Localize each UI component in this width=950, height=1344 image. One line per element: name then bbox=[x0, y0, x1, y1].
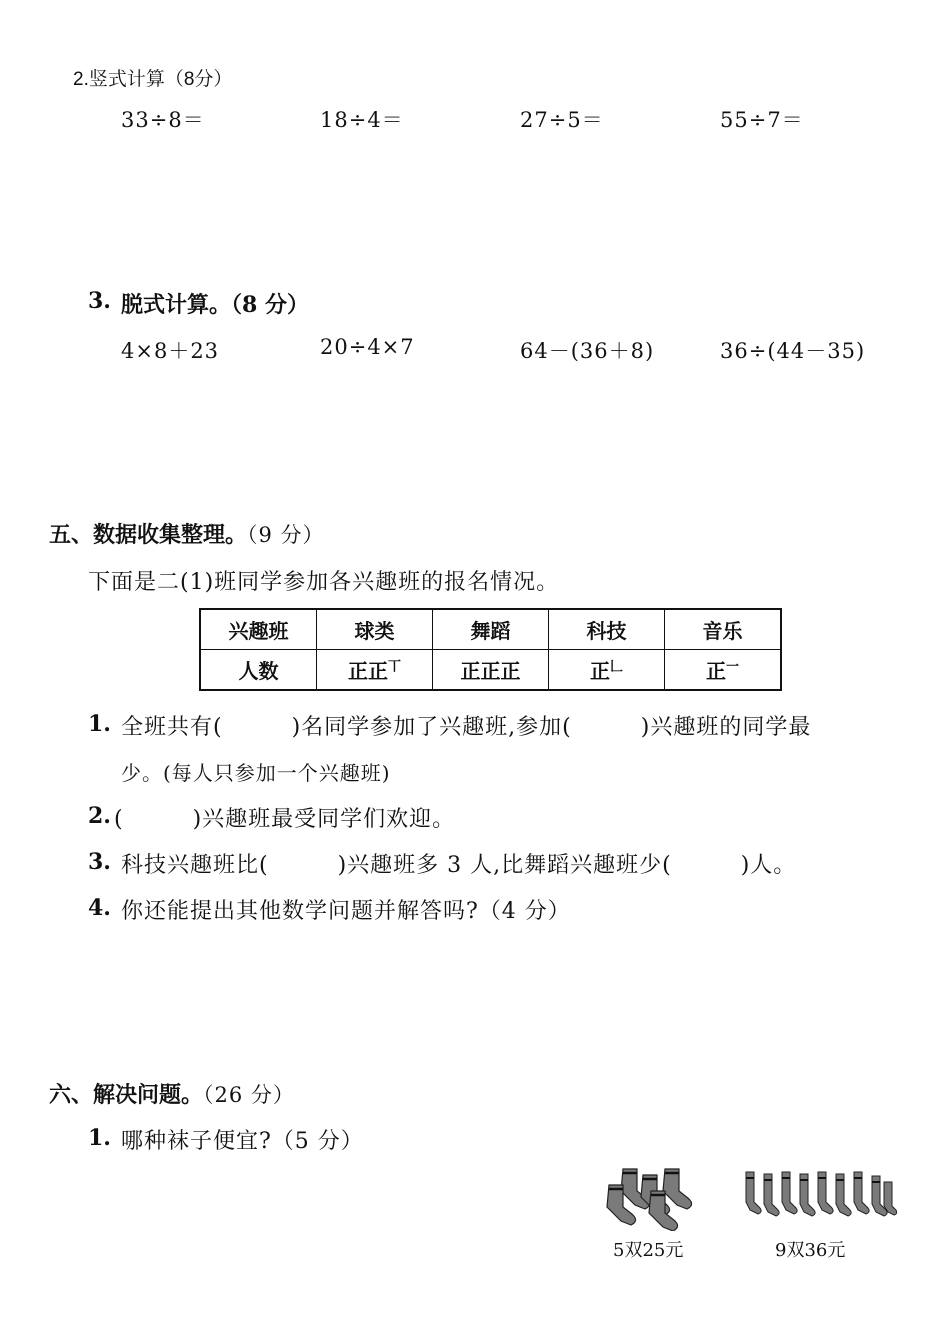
section5-heading bbox=[49, 518, 325, 549]
section6-heading bbox=[49, 1078, 295, 1109]
q3-number: 3. bbox=[88, 288, 111, 314]
price-label-9-pairs: 9双36元 bbox=[775, 1240, 846, 1261]
s5-q2-number: 2. bbox=[88, 803, 111, 829]
q3-item-3: 64－(36＋8) bbox=[520, 339, 655, 363]
s5-q4-text: 你还能提出其他数学问题并解答吗?（4 分） bbox=[121, 899, 571, 924]
q2-item-2: 18÷4＝ bbox=[320, 108, 404, 132]
table-header-cell: 兴趣班 bbox=[200, 609, 317, 650]
tally-cell-ball bbox=[317, 650, 433, 691]
socks-row-9-pairs-icon bbox=[742, 1168, 898, 1230]
s5-q1-line1: 全班共有( )名同学参加了兴趣班,参加( )兴趣班的同学最 bbox=[121, 715, 812, 740]
table-header-cell: 球类 bbox=[317, 609, 433, 650]
s5-q1-number: 1. bbox=[88, 711, 111, 737]
tally-partial: 𠃊 bbox=[609, 659, 623, 675]
q2-item-1: 33÷8＝ bbox=[121, 108, 205, 132]
table-header-cell: 科技 bbox=[549, 609, 665, 650]
socks-bundle-5-pairs-icon bbox=[603, 1165, 709, 1231]
q3-item-1: 4×8＋23 bbox=[121, 339, 220, 363]
section5-title: 五、数据收集整理。 bbox=[49, 522, 248, 548]
s6-q1-number: 1. bbox=[88, 1125, 111, 1151]
s6-q1-text: 哪种袜子便宜?（5 分） bbox=[121, 1129, 364, 1154]
s5-q3-text: 科技兴趣班比( )兴趣班多 3 人,比舞蹈兴趣班少( )人。 bbox=[121, 853, 797, 878]
q3-item-4: 36÷(44－35) bbox=[720, 339, 866, 363]
s5-q3-number: 3. bbox=[88, 849, 111, 875]
table-header-cell: 舞蹈 bbox=[433, 609, 549, 650]
tally-marks: 正 bbox=[589, 659, 610, 683]
q2-item-3: 27÷5＝ bbox=[520, 108, 604, 132]
q3-item-2: 20÷4×7 bbox=[320, 335, 415, 359]
section6-score: （26 分） bbox=[203, 1083, 295, 1107]
tally-partial: 丅 bbox=[387, 659, 401, 675]
section5-intro: 下面是二(1)班同学参加各兴趣班的报名情况。 bbox=[88, 570, 560, 595]
table-header-cell: 音乐 bbox=[665, 609, 782, 650]
price-label-5-pairs: 5双25元 bbox=[613, 1240, 684, 1261]
s5-q1-line2: 少。(每人只参加一个兴趣班) bbox=[121, 761, 391, 785]
q2-vertical-calc-title: 2.竖式计算（8分） bbox=[73, 69, 233, 90]
tally-cell-tech bbox=[549, 650, 665, 691]
q3-step-calc-title: 脱式计算。（8 分） bbox=[121, 292, 309, 318]
section5-score: （9 分） bbox=[247, 523, 325, 547]
s5-q4-number: 4. bbox=[88, 895, 111, 921]
q2-item-4: 55÷7＝ bbox=[720, 108, 804, 132]
section6-title: 六、解决问题。 bbox=[49, 1082, 204, 1108]
table-row bbox=[200, 650, 781, 691]
table-row-label: 人数 bbox=[200, 650, 317, 691]
tally-marks: 正 bbox=[705, 659, 726, 683]
tally-cell-music bbox=[665, 650, 782, 691]
tally-cell-dance bbox=[433, 650, 549, 691]
tally-partial: 一 bbox=[725, 659, 739, 675]
tally-marks: 正正 bbox=[347, 659, 388, 683]
interest-class-table bbox=[199, 608, 782, 691]
table-header-row bbox=[200, 609, 781, 650]
tally-marks: 正正正 bbox=[460, 659, 521, 683]
s5-q2-text: ( )兴趣班最受同学们欢迎。 bbox=[114, 807, 456, 832]
